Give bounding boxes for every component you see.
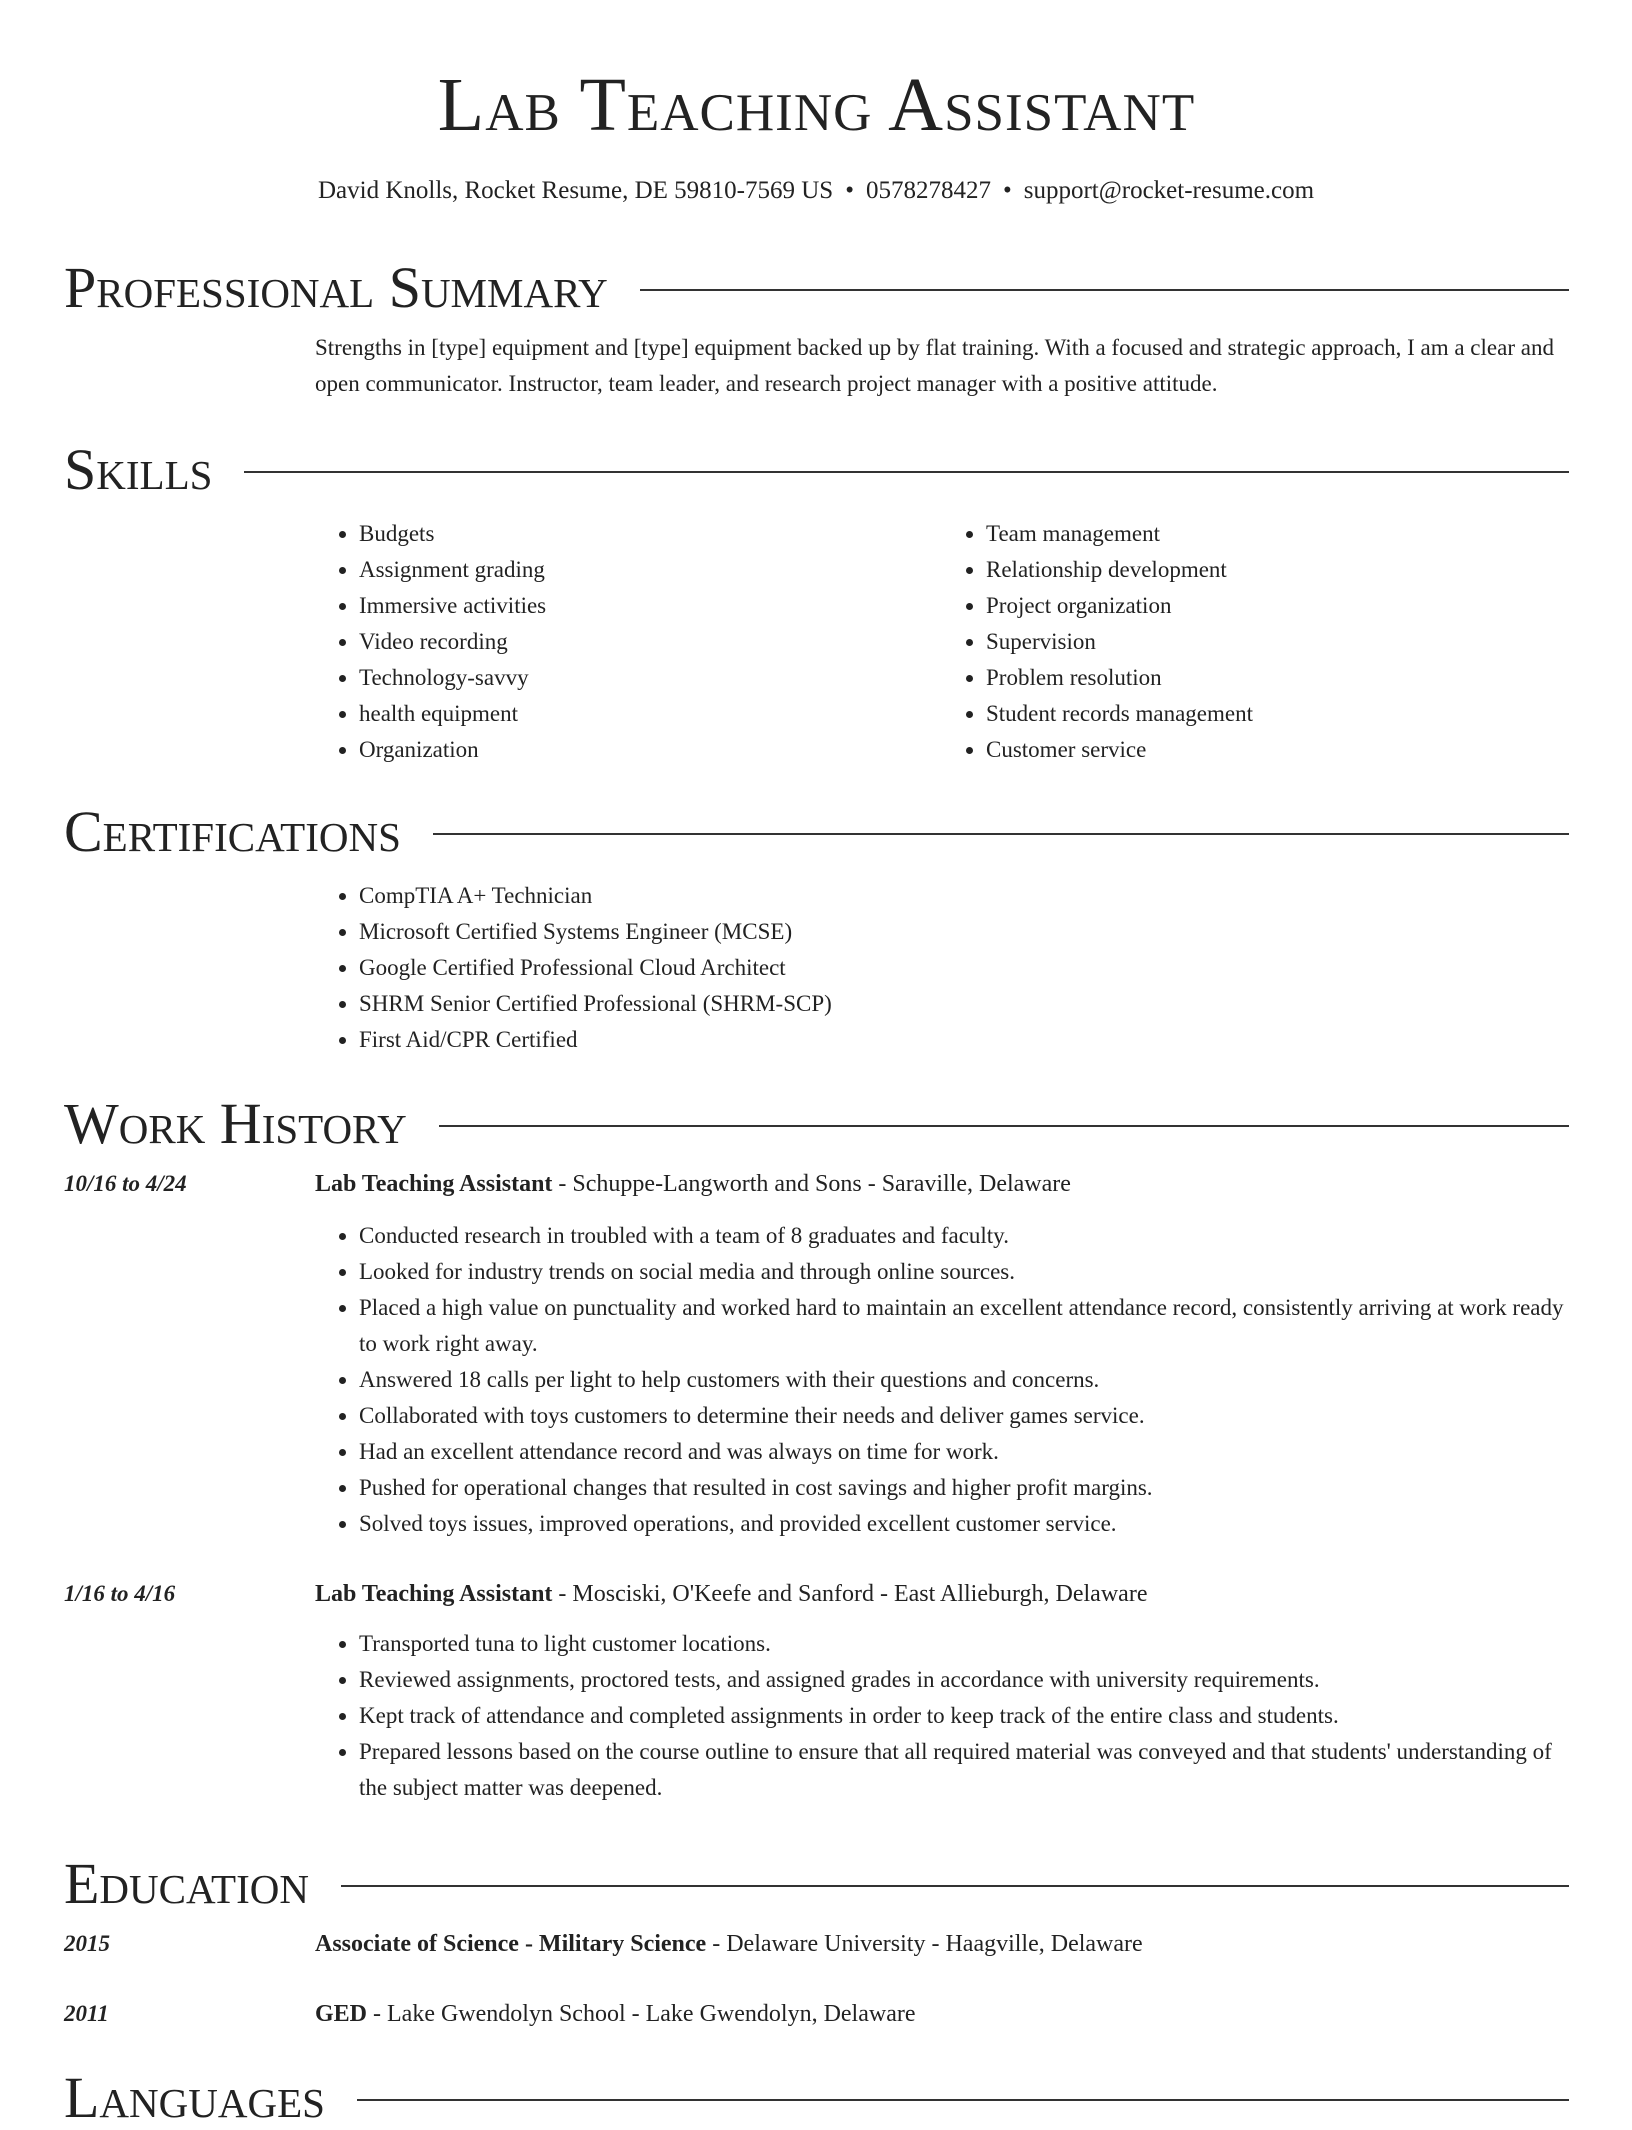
education-year: 2011 <box>64 2001 109 2026</box>
section-divider <box>341 1885 1569 1887</box>
education-school: - Delaware University - Haagville, Delaware <box>706 1931 1143 1957</box>
section-heading: Languages <box>64 2065 325 2130</box>
skill-item: • Relationship development <box>986 552 1569 588</box>
certification-item: • CompTIA A+ Technician <box>359 878 1569 914</box>
education-degree: Associate of Science - Military Science <box>315 1931 707 1957</box>
skill-item: • Budgets <box>359 516 942 552</box>
education-year: 2015 <box>64 1931 110 1956</box>
certification-item: • Google Certified Professional Cloud Architect <box>359 950 1569 986</box>
section-divider <box>357 2099 1569 2101</box>
section-header <box>64 255 1569 320</box>
job-employer: - Schuppe-Langworth and Sons - Saraville, Delaware <box>552 1171 1071 1197</box>
summary-text: Strengths in [type] equipment and [type] equipment backed up by flat training. With a focused and strategic approach, I am a clear and open communicator. Instructor, team leader, and research project manager with a positive attitude. <box>315 335 1554 396</box>
education-school: - Lake Gwendolyn School - Lake Gwendolyn, Delaware <box>367 2001 916 2027</box>
section-heading: Skills <box>64 437 213 502</box>
certifications-list <box>315 862 1569 1058</box>
education-headline <box>315 1996 1569 2032</box>
job-duty: • Reviewed assignments, proctored tests, and assigned grades in accordance with university requirements. <box>359 1662 1569 1698</box>
job-duty: • Kept track of attendance and completed assignments in order to keep track of the entire class and students. <box>359 1698 1569 1734</box>
job-entry <box>64 1166 1569 1542</box>
contact-address: David Knolls, Rocket Resume, DE 59810-7569 US <box>317 177 834 204</box>
section-heading: Education <box>64 1851 309 1916</box>
job-entry <box>64 1576 1569 1806</box>
education-entry <box>64 1926 1569 1962</box>
work-history-section <box>64 1091 1569 1806</box>
education-degree: GED <box>315 2001 368 2027</box>
skill-item: • Technology-savvy <box>359 660 942 696</box>
contact-separator: • <box>845 177 854 204</box>
job-duty: • Solved toys issues, improved operations, and provided excellent customer service. <box>359 1506 1569 1542</box>
certification-item: • First Aid/CPR Certified <box>359 1022 1569 1058</box>
job-dates: 10/16 to 4/24 <box>64 1171 187 1196</box>
contact-separator: • <box>1002 177 1012 204</box>
job-duty: • Pushed for operational changes that resulted in cost savings and higher profit margins. <box>359 1470 1569 1506</box>
skill-item: • Assignment grading <box>359 552 942 588</box>
skills-list-right <box>942 516 1569 768</box>
skill-item: • Problem resolution <box>986 660 1569 696</box>
job-duty: • Prepared lessons based on the course outline to ensure that all required material was conveyed and that students' understanding of the subject matter was deepened. <box>359 1734 1569 1806</box>
job-duty: • Conducted research in troubled with a team of 8 graduates and faculty. <box>359 1218 1569 1254</box>
skill-item: • Team management <box>986 516 1569 552</box>
section-header <box>64 799 1569 864</box>
section-header <box>64 1851 1569 1916</box>
certification-item: • Microsoft Certified Systems Engineer (MCSE) <box>359 914 1569 950</box>
job-headline <box>315 1576 1569 1612</box>
section-header <box>64 1091 1569 1156</box>
job-duty: • Collaborated with toys customers to determine their needs and deliver games service. <box>359 1398 1569 1434</box>
contact-line <box>0 176 1632 206</box>
skill-item: • Immersive activities <box>359 588 942 624</box>
job-duty: • Answered 18 calls per light to help customers with their questions and concerns. <box>359 1362 1569 1398</box>
section-divider <box>244 471 1569 473</box>
skill-item: • health equipment <box>359 696 942 732</box>
section-heading: Work History <box>64 1091 407 1156</box>
certification-item: • SHRM Senior Certified Professional (SHRM-SCP) <box>359 986 1569 1022</box>
languages-section <box>64 2065 1569 2130</box>
job-duty: • Looked for industry trends on social media and through online sources. <box>359 1254 1569 1290</box>
section-divider <box>433 833 1569 835</box>
skill-item: • Video recording <box>359 624 942 660</box>
skill-item: • Supervision <box>986 624 1569 660</box>
job-duty: • Placed a high value on punctuality and worked hard to maintain an excellent attendance record, consistently arriving at work ready to work right away. <box>359 1290 1569 1362</box>
contact-email: support@rocket-resume.com <box>1023 177 1315 204</box>
skill-item: • Project organization <box>986 588 1569 624</box>
education-section <box>64 1851 1569 2032</box>
job-employer: - Mosciski, O'Keefe and Sanford - East Allieburgh, Delaware <box>552 1581 1148 1607</box>
section-heading: Professional Summary <box>64 255 608 320</box>
section-header <box>64 2065 1569 2130</box>
section-heading: Certifications <box>64 799 401 864</box>
section-divider <box>640 289 1569 291</box>
job-duty: • Transported tuna to light customer locations. <box>359 1626 1569 1662</box>
job-duties-list <box>315 1218 1569 1542</box>
education-headline <box>315 1926 1569 1962</box>
job-title: Lab Teaching Assistant <box>315 1171 553 1197</box>
education-entry <box>64 1996 1569 2032</box>
skill-item: • Student records management <box>986 696 1569 732</box>
resume-title: Lab Teaching Assistant <box>437 63 1196 147</box>
certifications-section <box>64 799 1569 1058</box>
section-header <box>64 437 1569 502</box>
job-title: Lab Teaching Assistant <box>315 1581 553 1607</box>
summary-section <box>64 255 1569 402</box>
skill-item: • Organization <box>359 732 942 768</box>
skills-list-left <box>315 516 942 768</box>
job-dates: 1/16 to 4/16 <box>64 1581 176 1606</box>
contact-phone: 0578278427 <box>865 177 991 204</box>
skills-section <box>64 437 1569 768</box>
skill-item: • Customer service <box>986 732 1569 768</box>
job-headline <box>315 1166 1569 1202</box>
section-divider <box>439 1125 1569 1127</box>
job-duty: • Had an excellent attendance record and was always on time for work. <box>359 1434 1569 1470</box>
job-duties-list <box>315 1626 1569 1806</box>
